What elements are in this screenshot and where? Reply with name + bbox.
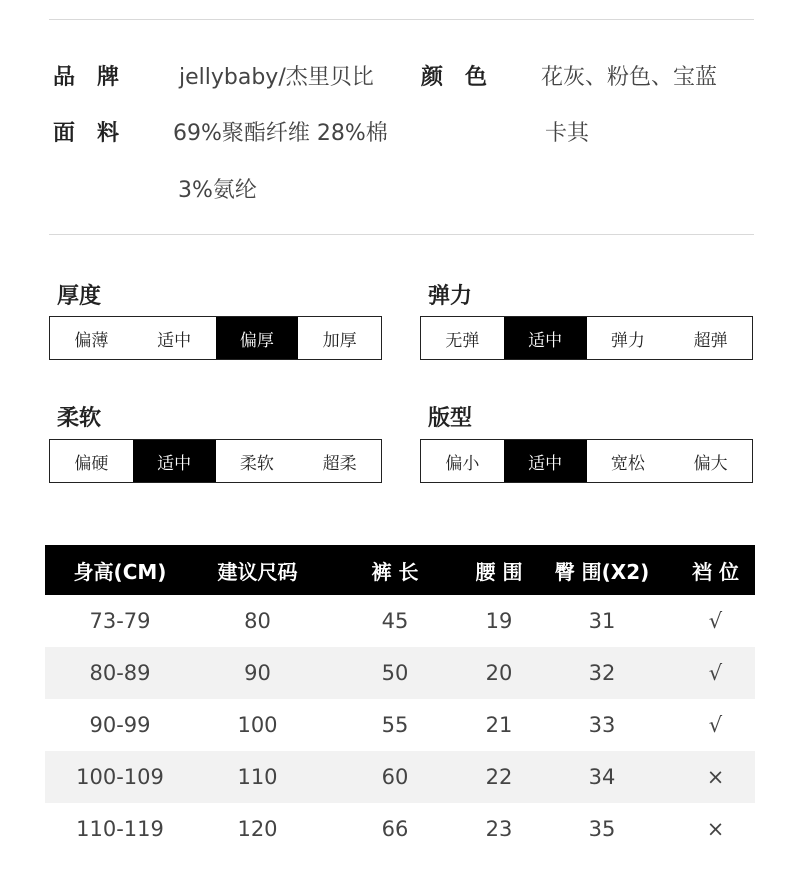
- table-cell: √: [708, 713, 723, 737]
- softness-scale: [49, 439, 382, 483]
- table-cell: 80-89: [89, 661, 151, 685]
- fit-scale: [420, 439, 753, 483]
- elasticity-title: 弹力: [428, 284, 473, 309]
- softness-option[interactable]: 偏硬: [74, 453, 109, 474]
- table-cell: 20: [485, 661, 513, 685]
- table-cell: 35: [588, 817, 616, 841]
- fabric-label: 面 料: [53, 121, 120, 146]
- table-cell: 100: [237, 713, 278, 737]
- table-cell: 80: [244, 609, 271, 633]
- header-pants-length: 裤 长: [371, 559, 419, 584]
- header-hip: 臀 围(X2): [554, 559, 650, 584]
- table-row: [45, 647, 755, 699]
- table-cell: 21: [485, 713, 513, 737]
- fabric-value-line1: 69%聚酯纤维 28%棉: [173, 121, 388, 146]
- table-cell: 90: [244, 661, 271, 685]
- softness-option[interactable]: 柔软: [239, 453, 274, 474]
- table-cell: √: [708, 661, 723, 685]
- table-header-row: [45, 545, 755, 595]
- fit-option[interactable]: 偏大: [693, 453, 728, 474]
- color-value-line2: 卡其: [545, 121, 590, 146]
- table-cell: 90-99: [89, 713, 151, 737]
- color-value-line1: 花灰、粉色、宝蓝: [541, 65, 718, 90]
- thickness-option[interactable]: 适中: [157, 330, 192, 351]
- table-cell: 32: [588, 661, 616, 685]
- table-cell: 110-119: [76, 817, 164, 841]
- elasticity-option[interactable]: 无弹: [445, 330, 480, 351]
- header-height: 身高(CM): [73, 559, 167, 584]
- fabric-value-line2: 3%氨纶: [178, 178, 257, 203]
- table-cell: 100-109: [76, 765, 164, 789]
- elasticity-option[interactable]: 弹力: [610, 330, 645, 351]
- thickness-title: 厚度: [57, 284, 102, 309]
- table-cell: 60: [381, 765, 409, 789]
- table-cell: ×: [706, 817, 725, 841]
- table-row: [45, 699, 755, 751]
- table-cell: 45: [381, 609, 409, 633]
- elasticity-scale: [420, 316, 753, 360]
- mid-divider: [49, 234, 754, 235]
- top-divider: [49, 19, 754, 20]
- thickness-scale: [49, 316, 382, 360]
- table-cell: 22: [485, 765, 513, 789]
- table-cell: 34: [588, 765, 616, 789]
- table-row: [45, 803, 755, 855]
- table-cell: 19: [485, 609, 513, 633]
- fit-option[interactable]: 偏小: [445, 453, 480, 474]
- thickness-option[interactable]: 偏薄: [74, 330, 109, 351]
- fit-title: 版型: [428, 406, 473, 431]
- softness-title: 柔软: [57, 406, 102, 431]
- elasticity-option[interactable]: 超弹: [693, 330, 728, 351]
- table-cell: 66: [381, 817, 409, 841]
- size-table: [45, 545, 755, 855]
- table-cell: 31: [588, 609, 616, 633]
- table-cell: 55: [381, 713, 409, 737]
- table-cell: 120: [237, 817, 278, 841]
- header-waist: 腰 围: [475, 559, 523, 584]
- table-cell: 33: [588, 713, 616, 737]
- header-crotch: 裆 位: [692, 559, 739, 584]
- softness-option[interactable]: 超柔: [322, 453, 357, 474]
- softness-option[interactable]: 适中: [133, 440, 216, 482]
- table-cell: 23: [485, 817, 513, 841]
- fit-option[interactable]: 适中: [504, 440, 587, 482]
- table-cell: ×: [706, 765, 725, 789]
- table-cell: √: [708, 609, 723, 633]
- brand-value: jellybaby/杰里贝比: [179, 65, 374, 90]
- header-size: 建议尺码: [217, 559, 298, 584]
- brand-label: 品 牌: [53, 65, 120, 90]
- table-row: [45, 751, 755, 803]
- table-cell: 50: [381, 661, 409, 685]
- table-cell: 73-79: [89, 609, 151, 633]
- fit-option[interactable]: 宽松: [610, 453, 645, 474]
- thickness-option[interactable]: 偏厚: [216, 317, 299, 359]
- elasticity-option[interactable]: 适中: [504, 317, 587, 359]
- table-row: [45, 595, 755, 647]
- table-cell: 110: [237, 765, 278, 789]
- color-label: 颜 色: [421, 65, 488, 90]
- thickness-option[interactable]: 加厚: [322, 330, 357, 351]
